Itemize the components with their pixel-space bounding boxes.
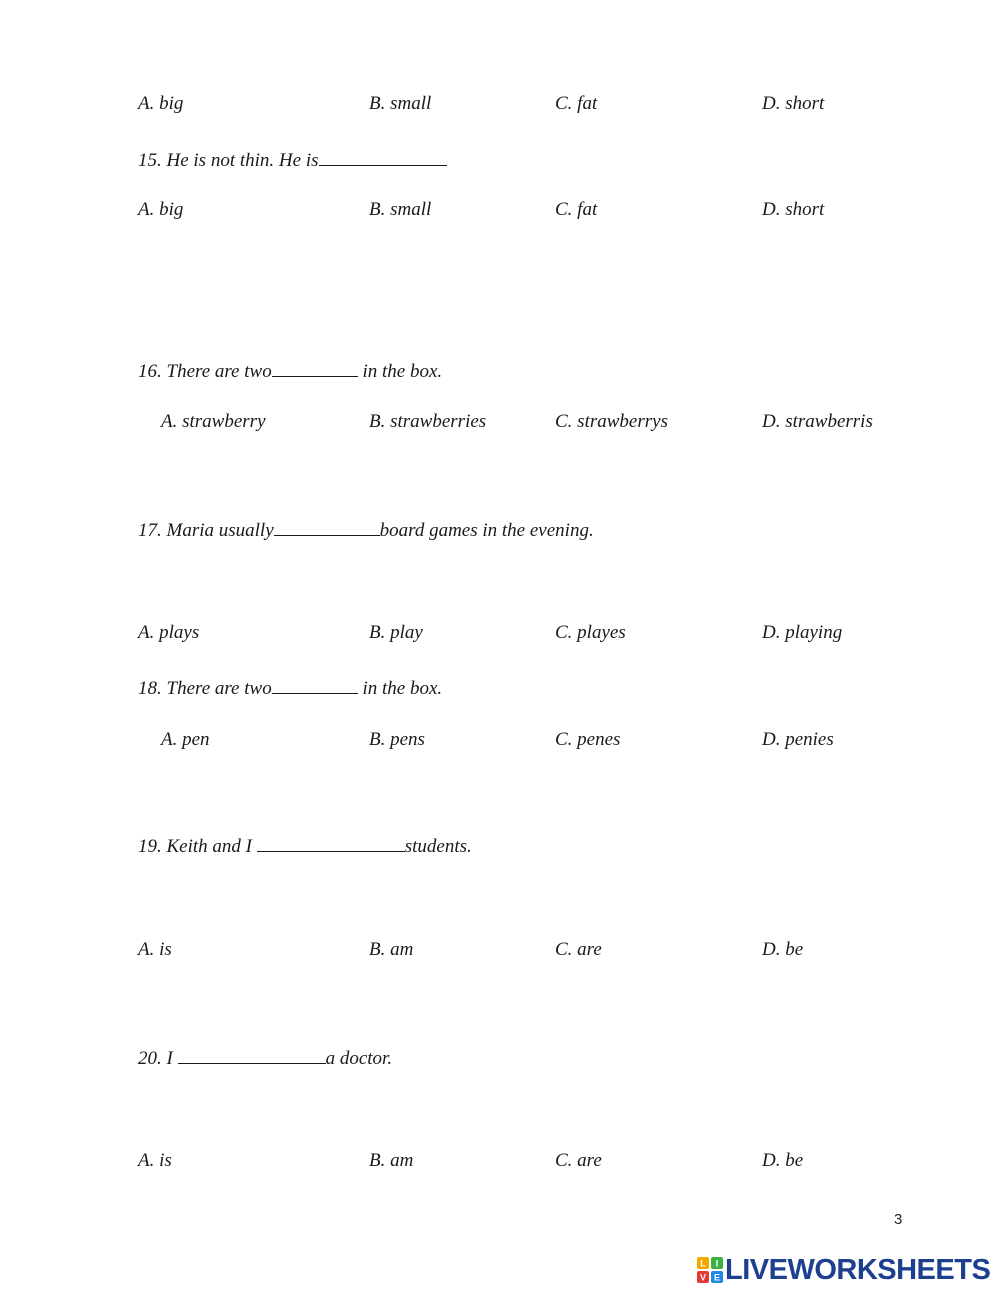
option-b: B. pens [369, 729, 425, 750]
answer-blank[interactable] [274, 516, 380, 536]
option-d: D. strawberris [762, 411, 873, 432]
question-text: 17. Maria usually [138, 520, 274, 541]
option-c: C. are [555, 939, 602, 960]
question-text: 19. Keith and I [138, 836, 257, 857]
answer-blank[interactable] [272, 357, 358, 377]
answer-blank[interactable] [319, 146, 447, 166]
question-text: 16. There are two [138, 361, 272, 382]
question-text: 18. There are two [138, 678, 272, 699]
question-text: 15. He is not thin. He is [138, 150, 319, 171]
question-text: 20. I [138, 1048, 178, 1069]
live-tiles-icon [697, 1257, 723, 1283]
option-d: D. penies [762, 729, 834, 750]
question-20 [138, 1044, 392, 1071]
question-text-after: board games in the evening. [379, 520, 594, 541]
question-text-after: students. [404, 836, 472, 857]
option-d: D. short [762, 93, 825, 114]
option-a: A. is [138, 1150, 172, 1171]
option-a: A. big [138, 93, 184, 114]
option-d: D. be [762, 1150, 804, 1171]
answer-blank[interactable] [257, 832, 405, 852]
question-17 [138, 516, 594, 543]
option-d: D. playing [762, 622, 843, 643]
question-16 [138, 357, 442, 384]
option-a: A. big [138, 199, 184, 220]
question-15 [138, 146, 447, 173]
option-b: B. strawberries [369, 411, 487, 432]
logo-letter: E [713, 1272, 721, 1283]
option-b: B. am [369, 1150, 414, 1171]
option-a: A. strawberry [161, 411, 266, 432]
option-d: D. be [762, 939, 804, 960]
option-a: A. is [138, 939, 172, 960]
option-b: B. small [369, 93, 432, 114]
option-a: A. plays [138, 622, 200, 643]
option-b: B. play [369, 622, 423, 643]
option-c: C. strawberrys [555, 411, 668, 432]
option-c: C. fat [555, 93, 598, 114]
answer-blank[interactable] [272, 674, 358, 694]
option-b: B. small [369, 199, 432, 220]
question-18 [138, 674, 442, 701]
page-number: 3 [894, 1211, 903, 1228]
question-19 [138, 832, 472, 859]
option-d: D. short [762, 199, 825, 220]
question-text-after: in the box. [357, 361, 443, 382]
liveworksheets-logo[interactable] [697, 1254, 990, 1286]
logo-letter: L [700, 1258, 706, 1269]
option-c: C. fat [555, 199, 598, 220]
option-a: A. pen [161, 729, 210, 750]
brand-text: LIVEWORKSHEETS [725, 1254, 991, 1286]
question-text-after: a doctor. [325, 1048, 393, 1069]
answer-blank[interactable] [178, 1044, 326, 1064]
option-c: C. playes [555, 622, 626, 643]
option-c: C. penes [555, 729, 621, 750]
option-b: B. am [369, 939, 414, 960]
logo-letter: I [715, 1258, 719, 1269]
option-c: C. are [555, 1150, 602, 1171]
logo-letter: V [699, 1272, 707, 1283]
question-text-after: in the box. [357, 678, 443, 699]
